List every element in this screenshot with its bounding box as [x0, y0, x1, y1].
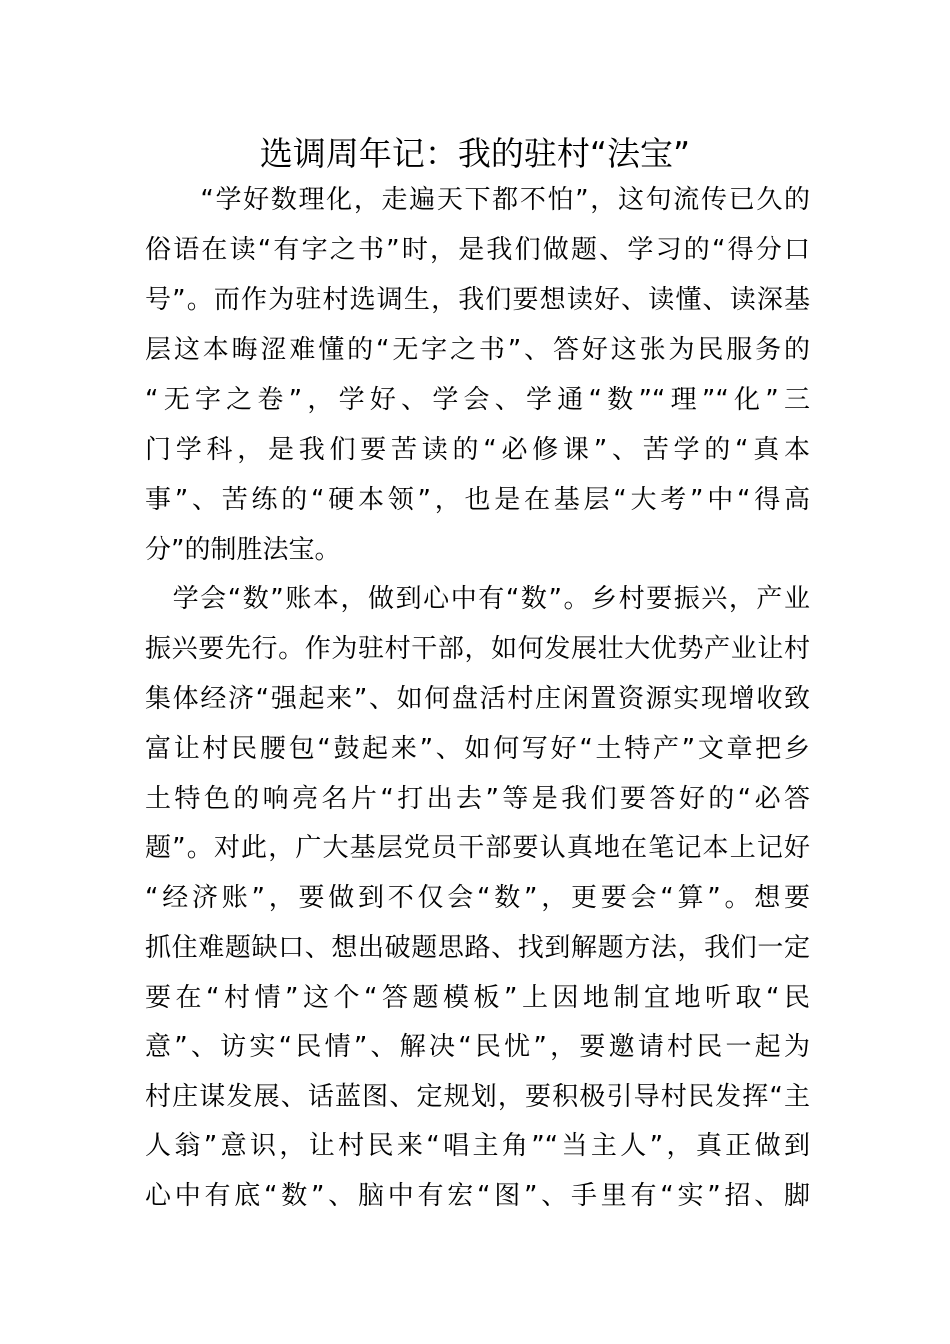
text-line: 要在“村情”这个“答题模板”上因地制宜地听取“民 — [145, 983, 810, 1013]
text-line: 俗语在读“有字之书”时，是我们做题、学习的“得分口 — [145, 235, 810, 265]
text-line: 学会“数”账本，做到心中有“数”。乡村要振兴，产业 — [145, 584, 810, 614]
text-line: 心中有底“数”、脑中有宏“图”、手里有“实”招、脚 — [145, 1181, 810, 1211]
text-line: 层这本晦涩难懂的“无字之书”、答好这张为民服务的 — [145, 335, 810, 365]
text-line: 人翁”意识，让村民来“唱主角”“当主人”，真正做到 — [145, 1131, 810, 1161]
text-line: 抓住难题缺口、想出破题思路、找到解题方法，我们一定 — [145, 933, 810, 963]
document-title: 选调周年记：我的驻村“法宝” — [259, 134, 691, 173]
text-line: 事”、苦练的“硬本领”，也是在基层“大考”中“得高 — [145, 485, 810, 515]
text-line: 土特色的响亮名片“打出去”等是我们要答好的“必答 — [145, 784, 810, 814]
text-line: 号”。而作为驻村选调生，我们要想读好、读懂、读深基 — [145, 285, 810, 315]
text-line: “无字之卷”，学好、学会、学通“数”“理”“化”三 — [145, 385, 810, 415]
text-line: 分”的制胜法宝。 — [145, 535, 341, 565]
text-line: 村庄谋发展、话蓝图、定规划，要积极引导村民发挥“主 — [145, 1082, 810, 1112]
text-line: “学好数理化，走遍天下都不怕”，这句流传已久的 — [145, 185, 810, 215]
text-line: 意”、访实“民情”、解决“民忧”，要邀请村民一起为 — [145, 1032, 810, 1062]
text-line: “经济账”，要做到不仅会“数”，更要会“算”。想要 — [145, 883, 810, 913]
text-line: 题”。对此，广大基层党员干部要认真地在笔记本上记好 — [145, 833, 810, 863]
text-line: 振兴要先行。作为驻村干部，如何发展壮大优势产业让村 — [145, 634, 810, 664]
text-line: 集体经济“强起来”、如何盘活村庄闲置资源实现增收致 — [145, 684, 810, 714]
text-line: 富让村民腰包“鼓起来”、如何写好“土特产”文章把乡 — [145, 734, 810, 764]
text-line: 门学科，是我们要苦读的“必修课”、苦学的“真本 — [145, 435, 810, 465]
